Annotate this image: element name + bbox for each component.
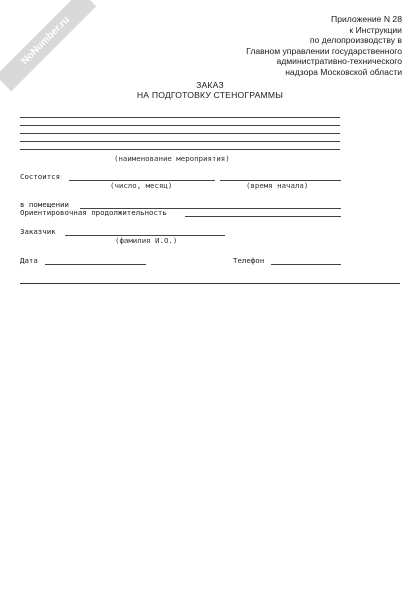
date-label: Дата bbox=[20, 256, 38, 265]
document-subtitle: НА ПОДГОТОВКУ СТЕНОГРАММЫ bbox=[136, 90, 284, 100]
appendix-line: Приложение N 28 bbox=[331, 14, 402, 24]
event-name-line[interactable] bbox=[20, 141, 340, 142]
bottom-divider bbox=[20, 283, 400, 284]
phone-field[interactable] bbox=[271, 264, 341, 265]
event-name-line[interactable] bbox=[20, 149, 340, 150]
customer-label: Заказчик bbox=[20, 227, 56, 236]
start-time-caption: (время начала) bbox=[246, 181, 309, 190]
event-name-line[interactable] bbox=[20, 125, 340, 126]
appendix-line: по делопроизводству в bbox=[309, 35, 402, 46]
event-name-line[interactable] bbox=[20, 117, 340, 118]
date-signature-field[interactable] bbox=[45, 264, 146, 265]
watermark: NoNumber.ru bbox=[0, 0, 96, 91]
event-name-line[interactable] bbox=[20, 133, 340, 134]
appendix-note bbox=[202, 14, 402, 78]
document-title: ЗАКАЗ bbox=[196, 80, 224, 90]
event-name-caption: (наименование мероприятия) bbox=[114, 154, 230, 163]
takes-place-label: Состоится bbox=[20, 172, 61, 181]
appendix-line: Главном управлении государственного bbox=[246, 45, 402, 56]
appendix-line: административно-технического bbox=[276, 56, 402, 67]
appendix-line: к Инструкции bbox=[349, 24, 402, 35]
duration-label: Ориентировочная продолжительность bbox=[20, 208, 167, 217]
date-caption: (число, месяц) bbox=[110, 181, 173, 190]
room-label: в помещении bbox=[20, 200, 69, 209]
customer-caption: (фамилия И.О.) bbox=[115, 236, 178, 245]
phone-label: Телефон bbox=[233, 256, 265, 265]
duration-field[interactable] bbox=[185, 216, 341, 217]
appendix-line: надзора Московской области bbox=[285, 66, 402, 77]
